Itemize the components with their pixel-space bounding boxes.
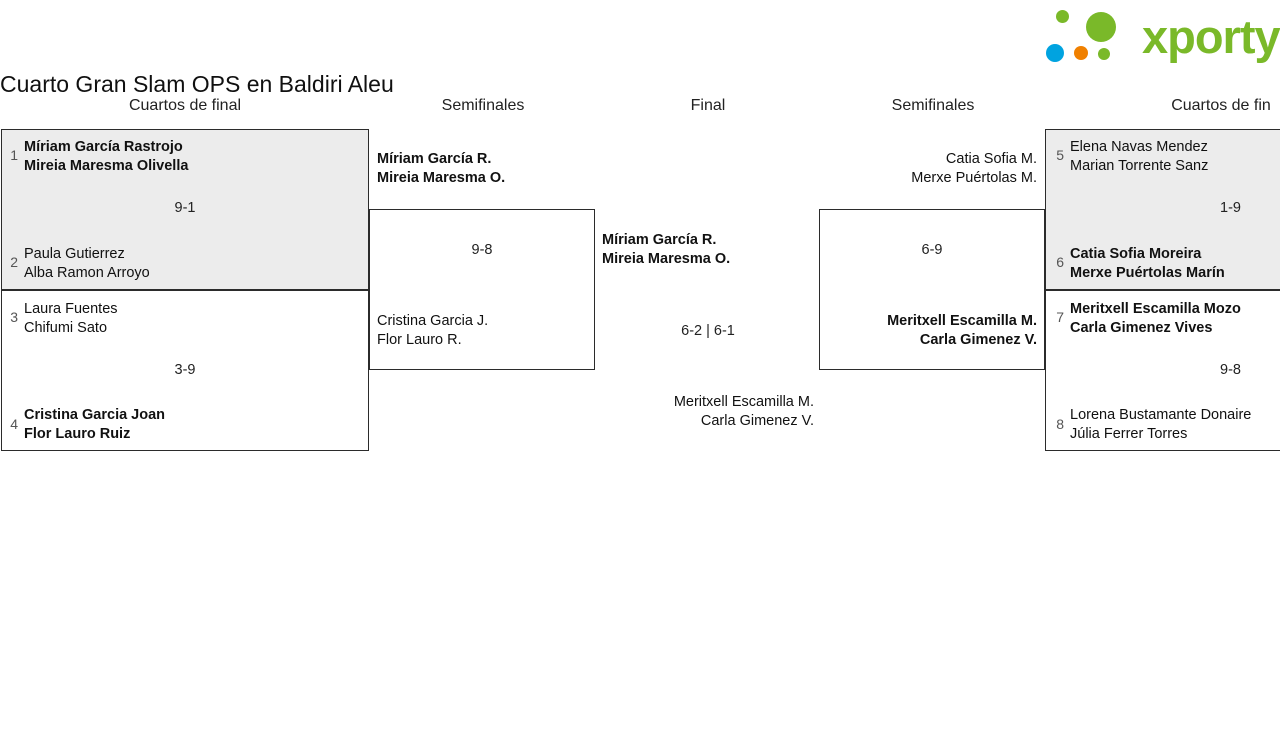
- final-top-player-1: Míriam García R.: [602, 232, 717, 248]
- logo-dot-blue: [1046, 44, 1064, 62]
- round-heading-sf-left: Semifinales: [441, 97, 525, 114]
- seed-number-4: 4: [10, 416, 18, 432]
- round-heading-sf-right: Semifinales: [891, 97, 975, 114]
- sf-right-bottom-player-2: Carla Gimenez V.: [919, 332, 1037, 348]
- logo-dot-orange: [1074, 46, 1088, 60]
- seed-number-1: 1: [10, 147, 18, 163]
- seed-number-5: 5: [1056, 147, 1064, 163]
- sf-left-bottom-player-2: Flor Lauro R.: [377, 332, 462, 348]
- final-bottom-player-1: Meritxell Escamilla M.: [673, 394, 814, 410]
- qf1-left-score: 9-1: [174, 200, 196, 216]
- logo-dot-green-large: [1086, 12, 1116, 42]
- qf1-right-top-player-1: Elena Navas Mendez: [1070, 139, 1208, 155]
- qf2-left-bottom-player-1: Cristina Garcia Joan: [24, 407, 166, 423]
- seed-number-7: 7: [1056, 309, 1064, 325]
- sf-right-top-player-1: Catia Sofia M.: [945, 151, 1037, 167]
- qf1-right-bottom-player-2: Merxe Puértolas Marín: [1070, 265, 1225, 281]
- seed-number-8: 8: [1056, 416, 1064, 432]
- final-top-player-2: Mireia Maresma O.: [602, 251, 731, 267]
- logo-dot-green-small: [1056, 10, 1069, 23]
- seed-number-2: 2: [10, 254, 18, 270]
- seed-number-6: 6: [1056, 254, 1064, 270]
- qf2-right-bottom-player-1: Lorena Bustamante Donaire: [1070, 407, 1252, 423]
- sf-right-top-player-2: Merxe Puértolas M.: [911, 170, 1037, 186]
- qf2-right-top-player-1: Meritxell Escamilla Mozo: [1070, 301, 1241, 317]
- qf2-left-top-player-2: Chifumi Sato: [24, 320, 108, 336]
- qf1-right-score: 1-9: [1220, 200, 1241, 216]
- qf2-right-score: 9-8: [1220, 362, 1241, 378]
- qf1-right-bottom-player-1: Catia Sofia Moreira: [1070, 246, 1202, 262]
- sf-left-top-player-2: Mireia Maresma O.: [377, 170, 506, 186]
- qf2-right-top-player-2: Carla Gimenez Vives: [1070, 320, 1213, 336]
- round-heading-final: Final: [690, 97, 726, 114]
- qf2-left-top-player-1: Laura Fuentes: [24, 301, 118, 317]
- qf1-left-top-player-2: Mireia Maresma Olivella: [24, 158, 189, 174]
- logo-wordmark: xporty: [1142, 10, 1280, 63]
- qf1-left-bottom-player-2: Alba Ramon Arroyo: [24, 265, 150, 281]
- sf-left-bottom-player-1: Cristina Garcia J.: [377, 313, 489, 329]
- xporty-logo: [1044, 6, 1280, 68]
- final-bottom-player-2: Carla Gimenez V.: [700, 413, 814, 429]
- round-heading-qf-right: Cuartos de fin: [1171, 97, 1271, 114]
- sf-right-bottom-player-1: Meritxell Escamilla M.: [887, 313, 1037, 329]
- sf-left-score: 9-8: [471, 242, 493, 258]
- qf2-right-bottom-player-2: Júlia Ferrer Torres: [1070, 426, 1188, 442]
- qf1-left-bottom-player-1: Paula Gutierrez: [24, 246, 125, 262]
- qf2-left-score: 3-9: [174, 362, 196, 378]
- page-title-line-1: Cuarto Gran Slam OPS en Baldiri Aleu: [0, 71, 394, 97]
- final-score: 6-2 | 6-1: [681, 323, 735, 339]
- qf1-right-top-player-2: Marian Torrente Sanz: [1070, 158, 1209, 174]
- seed-number-3: 3: [10, 309, 18, 325]
- round-heading-qf-left: Cuartos de final: [128, 97, 242, 114]
- qf2-left-bottom-player-2: Flor Lauro Ruiz: [24, 426, 131, 442]
- qf1-left-top-player-1: Míriam García Rastrojo: [24, 139, 183, 155]
- sf-right-score: 6-9: [921, 242, 943, 258]
- sf-left-top-player-1: Míriam García R.: [377, 151, 492, 167]
- logo-dot-green-mid: [1098, 48, 1110, 60]
